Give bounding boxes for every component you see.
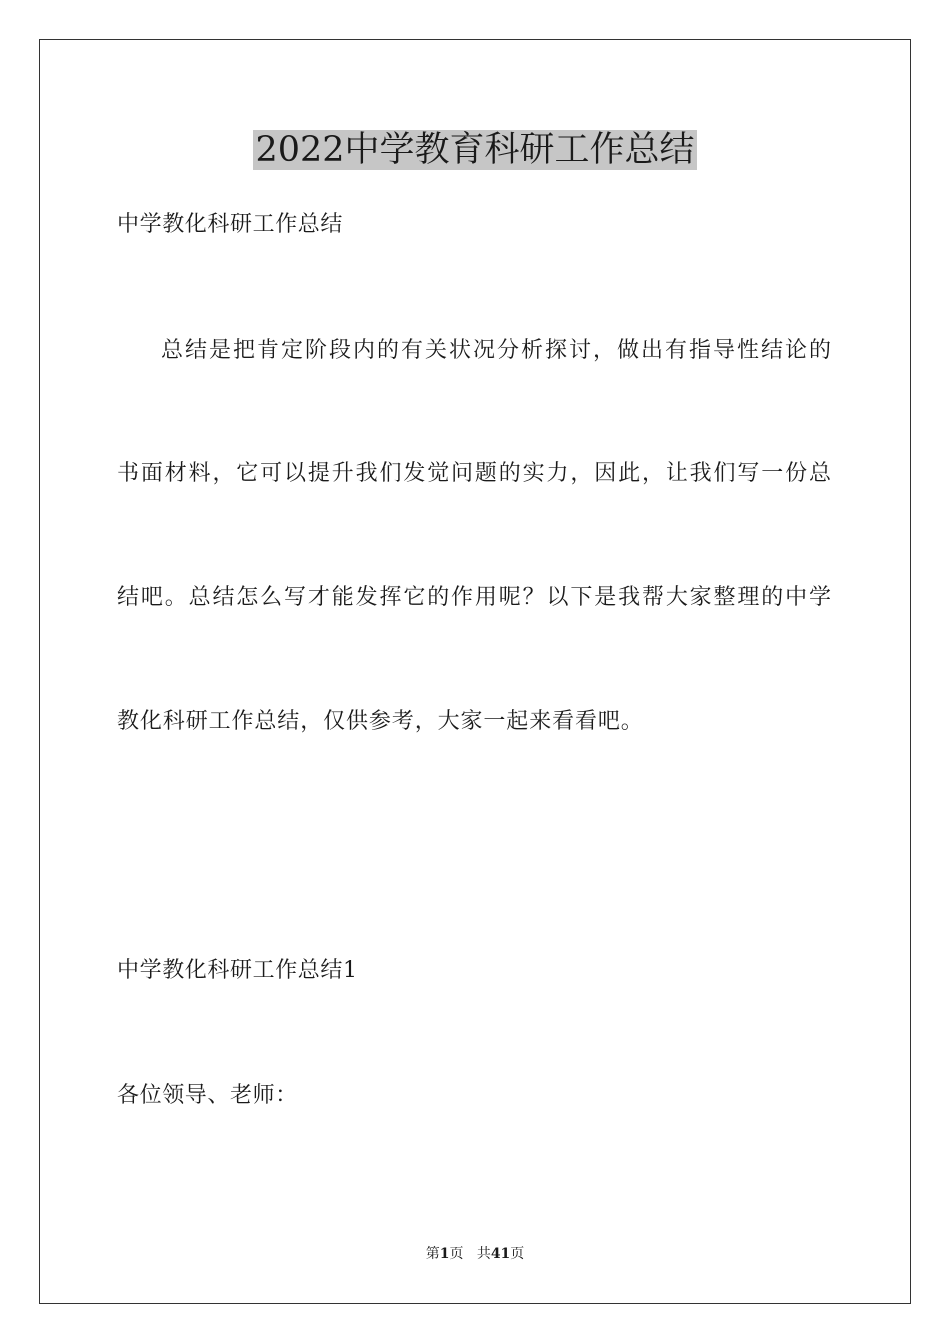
document-subtitle: 中学教化科研工作总结: [117, 212, 344, 237]
page-number: 1: [439, 1246, 450, 1262]
page-footer: [0, 1245, 950, 1263]
page-prefix: 第: [425, 1246, 440, 1262]
salutation: 各位领导、老师：: [117, 1083, 298, 1108]
page-suffix: 页: [449, 1246, 464, 1262]
intro-line-3: 结吧。总结怎么写才能发挥它的作用呢？以下是我帮大家整理的中学: [117, 585, 831, 610]
total-prefix: 共: [476, 1246, 491, 1262]
intro-line-4: 教化科研工作总结，仅供参考，大家一起来看看吧。: [117, 709, 644, 734]
total-suffix: 页: [510, 1246, 525, 1262]
document-title: [0, 126, 950, 174]
intro-line-2: 书面材料，它可以提升我们发觉问题的实力，因此，让我们写一份总: [117, 461, 831, 486]
intro-line-1: 总结是把肯定阶段内的有关状况分析探讨，做出有指导性结论的: [161, 338, 831, 363]
total-pages: 41: [490, 1246, 511, 1262]
section-heading: 中学教化科研工作总结1: [117, 958, 358, 983]
document-title-text: 2022中学教育科研工作总结: [255, 130, 695, 170]
